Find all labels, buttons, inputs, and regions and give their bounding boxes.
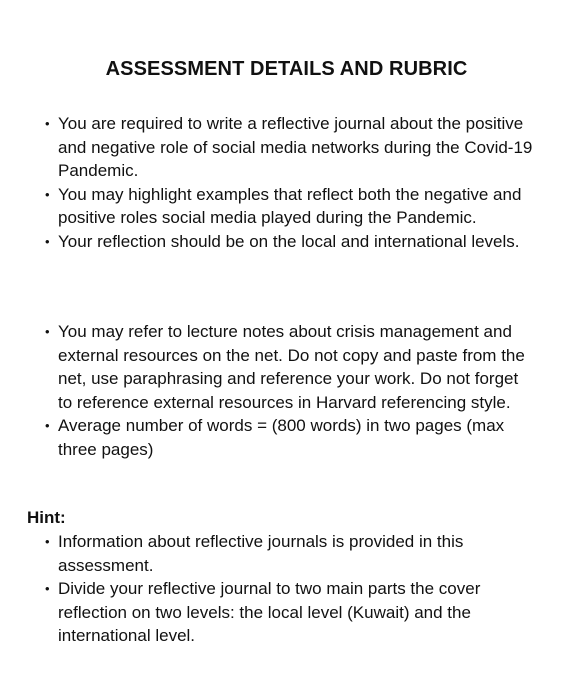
- bullet-icon: •: [45, 534, 50, 549]
- list-item-text: Average number of words = (800 words) in two pages (max three pages): [58, 416, 505, 459]
- bullet-icon: •: [45, 233, 50, 249]
- bullet-icon: •: [45, 324, 50, 339]
- list-item-text: You may refer to lecture notes about crisis management and external resources on the net. Do not copy and paste from the net, use paraphrasing and reference your work. Do not forget to reference external resources in Harvard referencing style.: [58, 322, 525, 412]
- list-item: [37, 320, 537, 414]
- list-item: [37, 530, 537, 577]
- list-item: [37, 112, 537, 183]
- bullet-icon: •: [45, 418, 50, 433]
- document-title: ASSESSMENT DETAILS AND RUBRIC: [105, 58, 468, 80]
- list-item-text: Divide your reflective journal to two main parts the cover reflection on two levels: the local level (Kuwait) and the international level.: [58, 579, 481, 645]
- list-item: [37, 183, 537, 230]
- list-item-text: Information about reflective journals is provided in this assessment.: [58, 532, 464, 575]
- list-item-text: You are required to write a reflective journal about the positive and negative role of social media networks during the Covid-19 Pandemic.: [58, 114, 533, 180]
- list-item: [37, 414, 537, 461]
- list-item-text: You may highlight examples that reflect both the negative and positive roles social media played during the Pandemic.: [58, 184, 522, 227]
- bullet-icon: •: [45, 186, 50, 202]
- list-item: [37, 577, 537, 648]
- bullet-icon: •: [45, 581, 50, 596]
- hint-heading: Hint:: [27, 508, 66, 527]
- bullet-icon: •: [45, 116, 50, 131]
- hints-list: [37, 530, 537, 648]
- requirements-list: [37, 112, 537, 253]
- list-item: [37, 230, 537, 254]
- resources-list: [37, 320, 537, 461]
- list-item-text: Your reflection should be on the local and international levels.: [58, 231, 520, 251]
